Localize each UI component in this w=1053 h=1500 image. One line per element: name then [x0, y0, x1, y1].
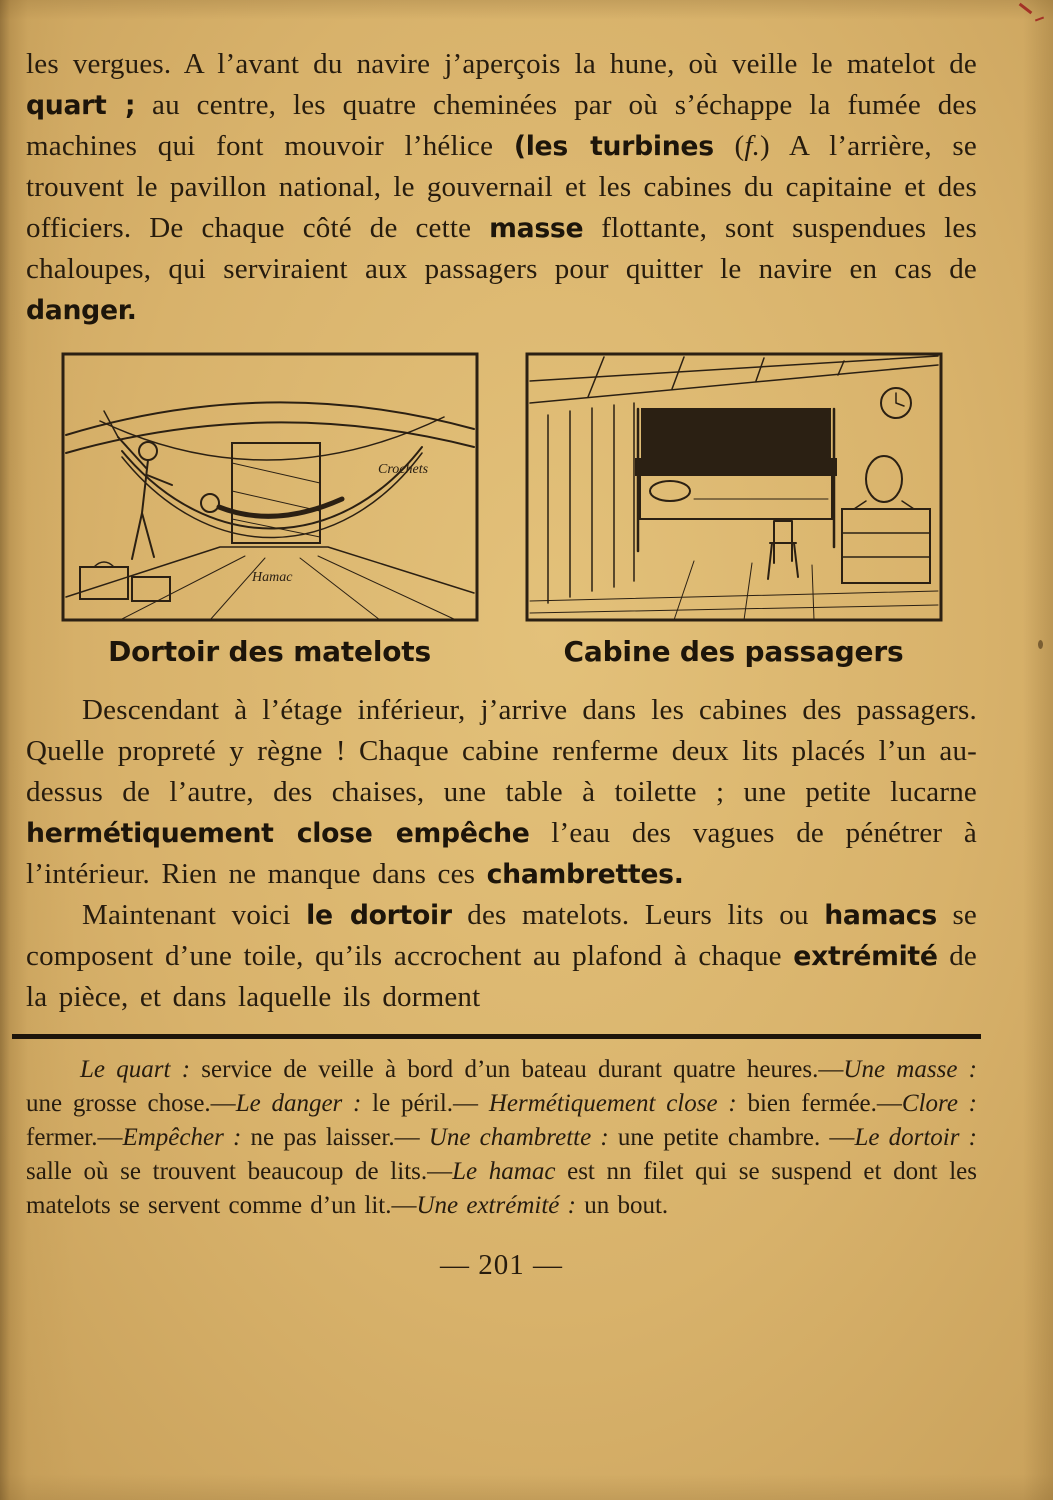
figure-caption-cabine: Cabine des passagers [563, 635, 904, 668]
hammock-hook-label: Crochets [377, 462, 428, 477]
body-paragraph-1: les vergues. A l’avant du navire j’aperçois la hune, où veille le matelot de quart ; au centre, les quatre cheminées par où s’échappe la fumée des machines qui font mouvoir l’hélice (les turbines (f.) A l’arrière, se trouvent le pavillon national, le gouvernail et les cabines du capitaine et des officiers. De chaque côté de cette masse flottante, sont suspendues les chaloupes, qui serviraient aux passagers pour quitter le navire en cas de danger. [26, 48, 977, 326]
red-ink-mark [1035, 17, 1044, 22]
illustrations-row [26, 351, 977, 668]
page-number: — 201 — [440, 1249, 563, 1281]
hammock-label: Hamac [251, 570, 292, 585]
footnote-divider [12, 1034, 981, 1039]
red-ink-mark [1019, 3, 1033, 15]
figure-caption-dortoir: Dortoir des matelots [108, 635, 431, 668]
cabine-illustration [524, 351, 944, 623]
body-paragraph-2: Descendant à l’étage inférieur, j’arrive dans les cabines des passagers. Quelle propreté y règne ! Chaque cabine renferme deux lits placés l’un au-dessus de l’autre, des chaises, une table à toilette ; une petite lucarne hermétiquement close empêche l’eau des vagues de pénétrer à l’intérieur. Rien ne manque dans ces chambrettes. [26, 694, 977, 890]
figure-dortoir [60, 351, 480, 668]
body-paragraph-3: Maintenant voici le dortoir des matelots. Leurs lits ou hamacs se composent d’une toile, qu’ils accrochent au plafond à chaque extrémité de la pièce, et dans laquelle ils dorment [26, 899, 978, 1013]
paper-speck [1038, 640, 1043, 649]
footnote-glossary: Le quart : service de veille à bord d’un bateau durant quatre heures.—Une masse : une grosse chose.—Le danger : le péril.— Hermétiquement close : bien fermée.—Clore : fermer.—Empêcher : ne pas laisser.— Une chambrette : une petite chambre. —Le dortoir : salle où se trouvent beaucoup de lits.—Le hamac est nn filet qui se suspend et dont les matelots se servent comme d’un lit.—Une extrémité : un bout. [26, 1056, 978, 1219]
dortoir-illustration [60, 351, 480, 623]
figure-cabine [524, 351, 944, 668]
